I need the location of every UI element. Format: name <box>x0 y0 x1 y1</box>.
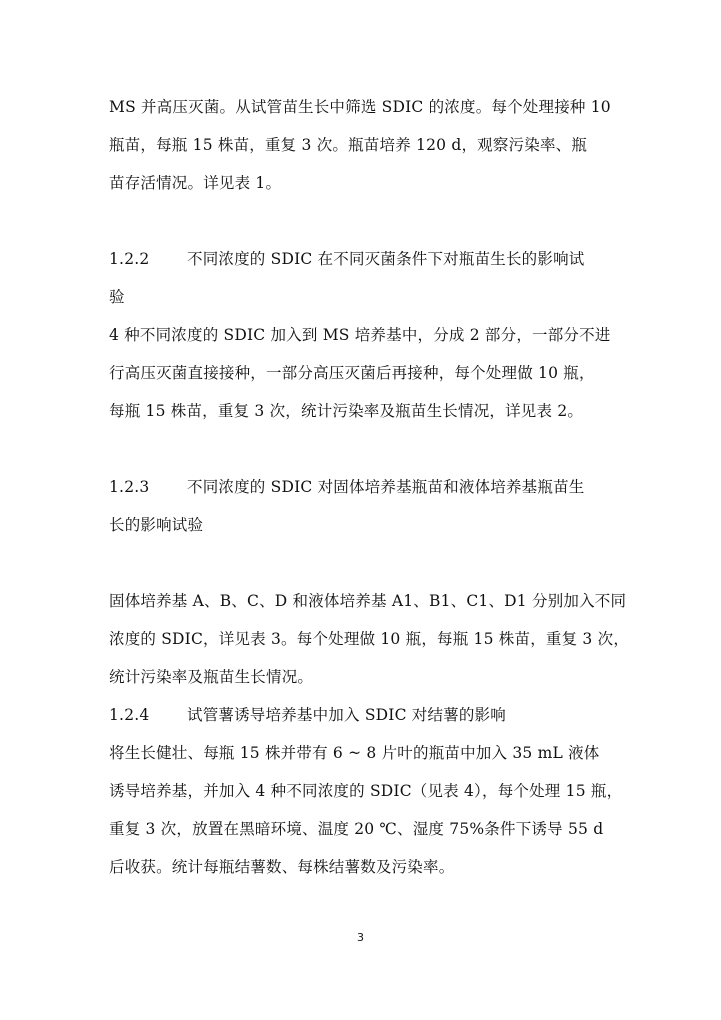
section-number: 1.2.4 <box>109 706 150 724</box>
section-heading-1-2-2 <box>109 249 615 269</box>
section-number: 1.2.3 <box>109 478 150 496</box>
para1-line-3: 苗存活情况。详见表 1。 <box>109 174 282 192</box>
para3-line-1: 固体培养基 A、B、C、D 和液体培养基 A1、B1、C1、D1 分别加入不同 <box>109 592 627 610</box>
section-heading-1-2-4 <box>109 705 615 725</box>
section-number: 1.2.2 <box>109 250 150 268</box>
section-title: 不同浓度的 SDIC 对固体培养基瓶苗和液体培养基瓶苗生 <box>187 478 585 496</box>
para1-line-2: 瓶苗，每瓶 15 株苗，重复 3 次。瓶苗培养 120 d，观察污染率、瓶 <box>109 136 588 154</box>
section-title-continuation: 长的影响试验 <box>109 516 204 534</box>
para2-line-3: 每瓶 15 株苗，重复 3 次，统计污染率及瓶苗生长情况，详见表 2。 <box>109 402 584 420</box>
para3-line-3: 统计污染率及瓶苗生长情况。 <box>109 668 314 686</box>
section-heading-1-2-3 <box>109 477 615 497</box>
page-number: 3 <box>357 931 364 944</box>
section-title: 不同浓度的 SDIC 在不同灭菌条件下对瓶苗生长的影响试 <box>187 250 585 268</box>
para4-line-2: 诱导培养基，并加入 4 种不同浓度的 SDIC（见表 4），每个处理 15 瓶， <box>109 782 623 800</box>
section-title-continuation: 验 <box>109 288 125 306</box>
para2-line-2: 行高压灭菌直接接种，一部分高压灭菌后再接种，每个处理做 10 瓶， <box>109 364 595 382</box>
section-title: 试管薯诱导培养基中加入 SDIC 对结薯的影响 <box>187 706 506 724</box>
para3-line-2: 浓度的 SDIC，详见表 3。每个处理做 10 瓶，每瓶 15 株苗，重复 3 次， <box>109 630 630 648</box>
para1-line-1: MS 并高压灭菌。从试管苗生长中筛选 SDIC 的浓度。每个处理接种 10 <box>109 98 611 116</box>
para4-line-3: 重复 3 次，放置在黑暗环境、温度 20 ℃、湿度 75%条件下诱导 55 d <box>109 820 604 838</box>
para4-line-1: 将生长健壮、每瓶 15 株并带有 6 ~ 8 片叶的瓶苗中加入 35 mL 液体 <box>109 744 600 762</box>
para4-line-4: 后收获。统计每瓶结薯数、每株结薯数及污染率。 <box>109 858 455 876</box>
para2-line-1: 4 种不同浓度的 SDIC 加入到 MS 培养基中，分成 2 部分，一部分不进 <box>109 326 611 344</box>
